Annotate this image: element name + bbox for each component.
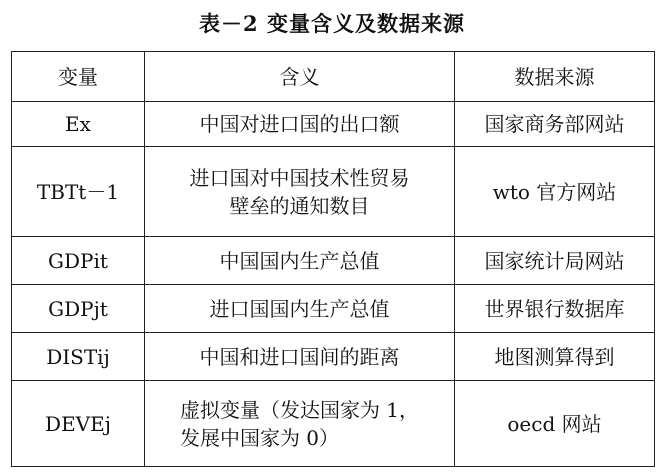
meaning-cell: 进口国国内生产总值: [145, 285, 455, 333]
variable-table: [11, 51, 655, 467]
meaning-line: 发展中国家为 0）: [179, 425, 340, 450]
meaning-line: 壁垒的通知数目: [229, 193, 370, 218]
variable-cell: GDPjt: [12, 285, 145, 333]
variable-cell: DISTij: [12, 333, 145, 381]
meaning-cell: 中国对进口国的出口额: [145, 102, 455, 147]
meaning-line: 进口国对中国技术性贸易: [189, 165, 410, 190]
table-row: [12, 285, 655, 333]
header-meaning: 含义: [145, 52, 455, 102]
table-title: 表－2 变量含义及数据来源: [199, 11, 465, 36]
variable-cell: DEVEj: [12, 381, 145, 467]
source-cell: 国家统计局网站: [455, 237, 655, 285]
variable-cell: GDPit: [12, 237, 145, 285]
meaning-multiline: [180, 396, 419, 452]
meaning-cell: 中国和进口国间的距离: [145, 333, 455, 381]
table-row: [12, 237, 655, 285]
meaning-line: 虚拟变量（发达国家为 1，: [179, 397, 420, 422]
meaning-cell: [145, 147, 455, 237]
header-source: 数据来源: [455, 52, 655, 102]
source-cell: 国家商务部网站: [455, 102, 655, 147]
meaning-cell: [145, 381, 455, 467]
header-variable: 变量: [12, 52, 145, 102]
table-header-row: [12, 52, 655, 102]
table-row: [12, 333, 655, 381]
table-row: [12, 147, 655, 237]
source-cell: oecd 网站: [455, 381, 655, 467]
source-cell: wto 官方网站: [455, 147, 655, 237]
table-row: [12, 102, 655, 147]
variable-cell: Ex: [12, 102, 145, 147]
table-row: [12, 381, 655, 467]
source-cell: 地图测算得到: [455, 333, 655, 381]
source-cell: 世界银行数据库: [455, 285, 655, 333]
variable-cell: TBTt－1: [12, 147, 145, 237]
meaning-cell: 中国国内生产总值: [145, 237, 455, 285]
